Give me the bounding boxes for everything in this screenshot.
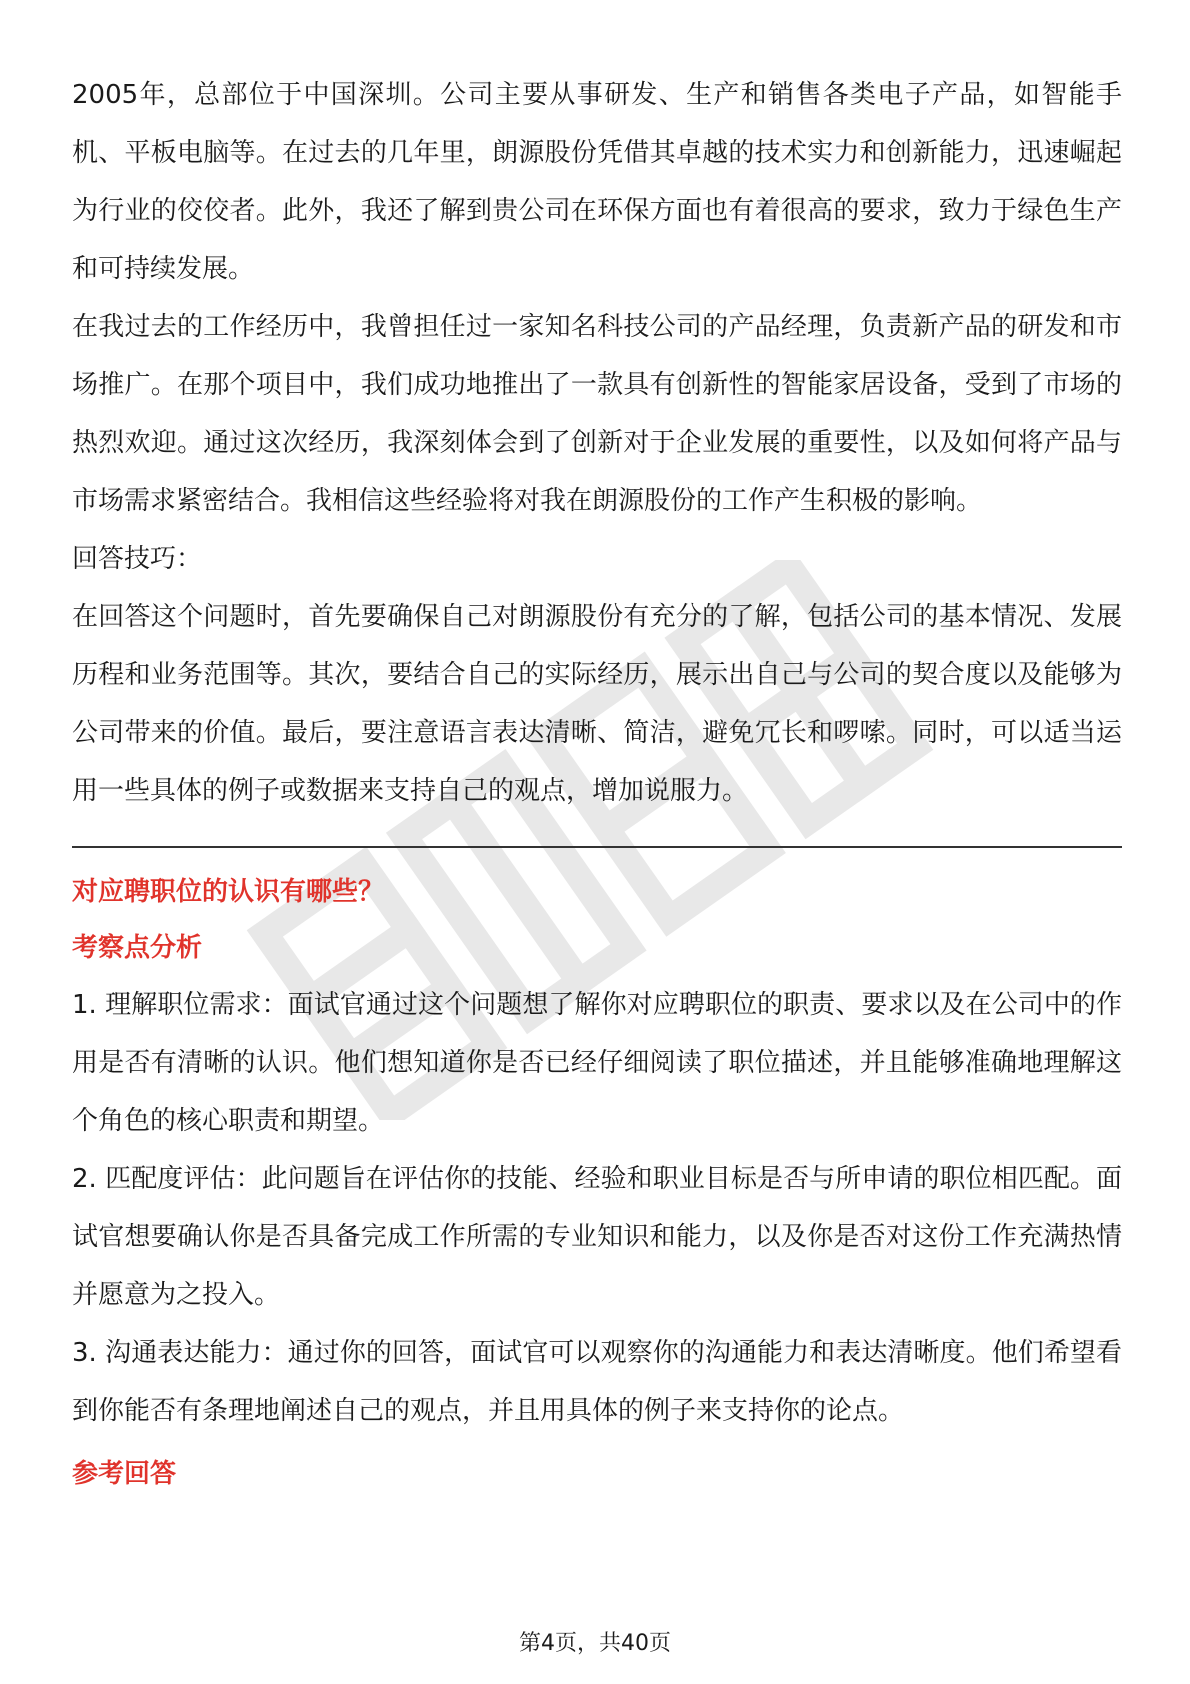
reference-answer-heading: 参考回答 xyxy=(72,1459,177,1489)
page-number-footer: 第4页，共40页 xyxy=(519,1631,671,1656)
document-page xyxy=(72,66,1122,1502)
answer-tips-label: 回答技巧： xyxy=(72,544,203,574)
analysis-point-3: 3. 沟通表达能力：通过你的回答，面试官可以观察你的沟通能力和表达清晰度。他们希望看到你能否有条理地阐述自己的观点，并且用具体的例子来支持你的论点。 xyxy=(72,1338,1122,1426)
question-title: 对应聘职位的认识有哪些？ xyxy=(72,877,385,907)
section-divider xyxy=(72,846,1122,848)
paragraph-answer-tips: 在回答这个问题时，首先要确保自己对朗源股份有充分的了解，包括公司的基本情况、发展历程和业务范围等。其次，要结合自己的实际经历，展示出自己与公司的契合度以及能够为公司带来的价值。最后，要注意语言表达清晰、简洁，避免冗长和啰嗦。同时，可以适当运用一些具体的例子或数据来支持自己的观点，增加说服力。 xyxy=(72,602,1122,806)
paragraph-company-intro: 2005年，总部位于中国深圳。公司主要从事研发、生产和销售各类电子产品，如智能手机、平板电脑等。在过去的几年里，朗源股份凭借其卓越的技术实力和创新能力，迅速崛起为行业的佼佼者。此外，我还了解到贵公司在环保方面也有着很高的要求，致力于绿色生产和可持续发展。 xyxy=(72,80,1122,284)
analysis-point-2: 2. 匹配度评估：此问题旨在评估你的技能、经验和职业目标是否与所申请的职位相匹配。面试官想要确认你是否具备完成工作所需的专业知识和能力，以及你是否对这份工作充满热情并愿意为之投入。 xyxy=(72,1164,1122,1310)
analysis-heading: 考察点分析 xyxy=(72,933,203,963)
paragraph-work-experience: 在我过去的工作经历中，我曾担任过一家知名科技公司的产品经理，负责新产品的研发和市场推广。在那个项目中，我们成功地推出了一款具有创新性的智能家居设备，受到了市场的热烈欢迎。通过这次经历，我深刻体会到了创新对于企业发展的重要性，以及如何将产品与市场需求紧密结合。我相信这些经验将对我在朗源股份的工作产生积极的影响。 xyxy=(72,312,1122,516)
analysis-point-1: 1. 理解职位需求：面试官通过这个问题想了解你对应聘职位的职责、要求以及在公司中的作用是否有清晰的认识。他们想知道你是否已经仔细阅读了职位描述，并且能够准确地理解这个角色的核心职责和期望。 xyxy=(72,990,1122,1136)
